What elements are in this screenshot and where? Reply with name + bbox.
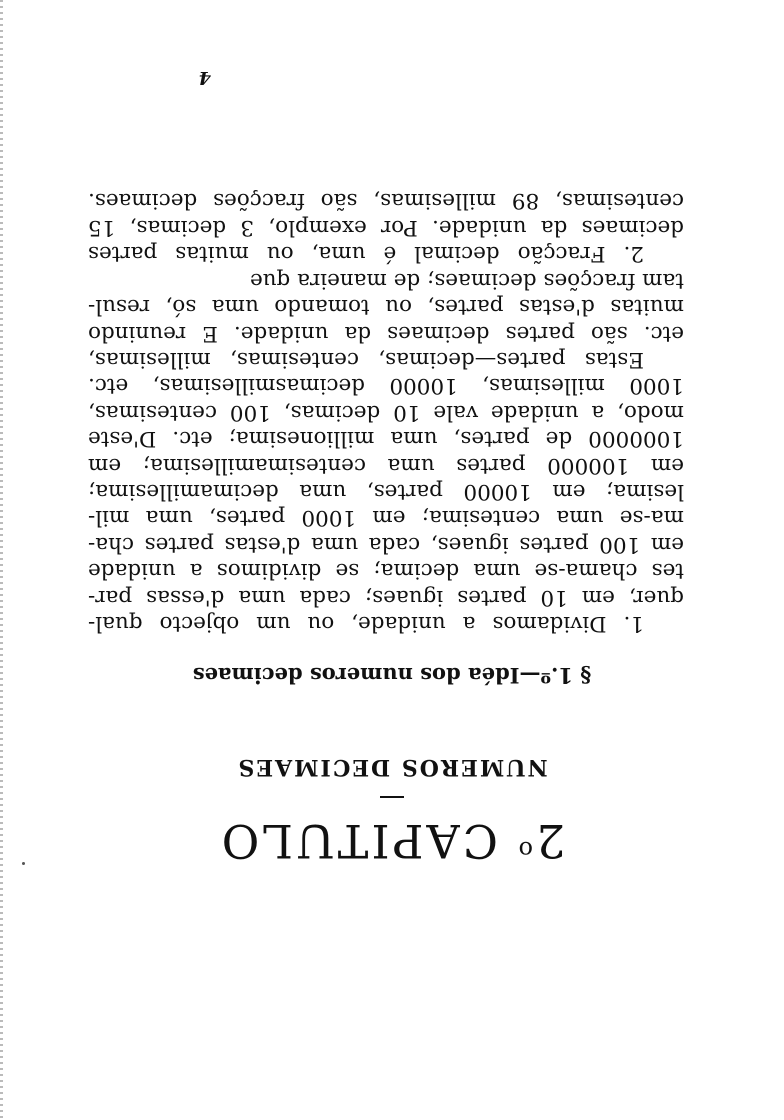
text-line: em 100 partes iguaes, cada uma d'estas partes cha-	[88, 531, 684, 557]
chapter-subtitle: NUMEROS DECIMAES	[236, 754, 548, 780]
text-line: muitas d'estas partes, ou tomando uma só, resul-	[88, 294, 684, 320]
text-line: 2. Fracção decimal é uma, ou muitas partes	[88, 241, 644, 267]
chapter-title	[0, 814, 784, 868]
text-line: centesimas, 89 millesimas, são fracções decimaes.	[88, 188, 684, 214]
text-line: decimaes da unidade. Por exemplo, 3 decimas, 15	[88, 214, 684, 240]
chapter-ordinal-mark: o	[515, 836, 534, 864]
text-line: quer, em 10 partes iguaes; cada uma d'essas par-	[88, 584, 684, 610]
text-line: modo, a unidade vale 10 decimas, 100 centesimas,	[88, 399, 684, 425]
chapter-title-text: CAPITULO	[218, 814, 498, 868]
text-line: Estas partes—decimas, centesimas, millesimas,	[88, 346, 644, 372]
text-line: lesima; em 10000 partes, uma decimamillesima;	[88, 478, 684, 504]
text-line: 1. Dividamos a unidade, ou um objecto qual-	[88, 611, 644, 636]
chapter-number: 2	[533, 814, 566, 868]
text-line: 1000 millesimas, 10000 decimasmillesimas, etc.	[88, 373, 684, 399]
text-line: tes chama-se uma decima; se dividimos a unidade	[88, 558, 684, 584]
body-text	[88, 187, 684, 636]
page-number: 4	[198, 67, 211, 88]
text-line: ma-se uma centesima; em 1000 partes, uma mil-	[88, 505, 684, 531]
text-line: etc. são partes decimaes da unidade. E reunindo	[88, 320, 684, 346]
text-line: em 100000 partes uma centesimamillesima; em	[88, 452, 684, 478]
title-rule	[380, 796, 404, 798]
text-line: tam fracções decimaes; de maneira que	[249, 267, 684, 293]
text-line: 1000000 de partes, uma millionesima; etc. D'este	[88, 426, 684, 452]
section-heading: § 1.º—Idéa dos numeros decimaes	[192, 663, 592, 688]
